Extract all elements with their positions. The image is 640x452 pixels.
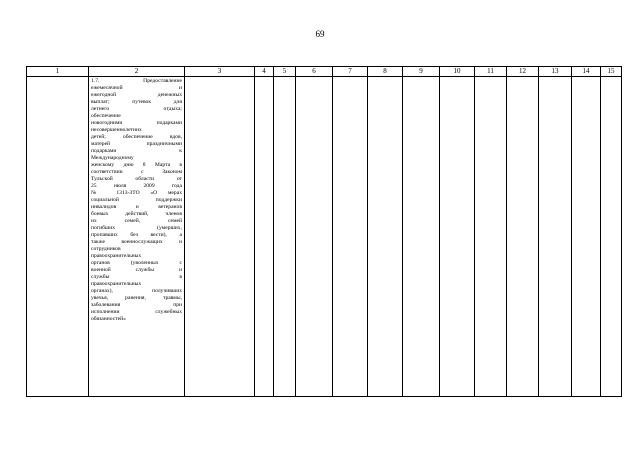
description-line: соответствии с Законом [91, 169, 182, 175]
column-header-8: 8 [368, 67, 403, 77]
description-line: заболевания при [91, 302, 182, 308]
description-line: женскому дню 8 Марта в [91, 162, 182, 168]
description-line: № 1313-ЗТО «О мерах [91, 190, 182, 196]
column-header-11: 11 [475, 67, 507, 77]
column-header-1: 1 [27, 67, 89, 77]
column-header-15: 15 [601, 67, 622, 77]
description-line: несовершеннолетних [91, 127, 142, 133]
description-line: ежемесячной и [91, 85, 182, 91]
description-line: их семей, семей [91, 218, 182, 224]
cell-col-5 [274, 77, 296, 397]
description-line: боевых действий, членов [91, 211, 182, 217]
description-line: 25 июля 2009 года [91, 183, 182, 189]
column-number-row [27, 67, 622, 77]
description-line: исполнении служебных [91, 309, 182, 315]
description-line: органов (уволенных с [91, 260, 182, 266]
cell-col-8 [368, 77, 403, 397]
description-line: правоохранительных [91, 281, 142, 287]
description-line: выплат; путевок для [91, 99, 182, 105]
description-line: социальной поддержки [91, 197, 182, 203]
description-line: службы в [91, 274, 182, 280]
cell-col-6 [296, 77, 333, 397]
description-line: новогодними подарками [91, 120, 182, 126]
column-header-3: 3 [185, 67, 255, 77]
cell-col-10 [440, 77, 475, 397]
table-row [27, 77, 622, 397]
description-line: подарками к [91, 148, 182, 154]
description-line: пропавших без вести), а [91, 232, 182, 238]
description-line: также военнослужащих и [91, 239, 182, 245]
column-header-9: 9 [403, 67, 440, 77]
cell-col-13 [539, 77, 572, 397]
description-line: ежегодной денежных [91, 92, 182, 98]
cell-col-3 [185, 77, 255, 397]
cell-col-7 [333, 77, 368, 397]
cell-col-12 [507, 77, 539, 397]
cell-description [89, 77, 185, 397]
column-header-5: 5 [274, 67, 296, 77]
description-line: летнего отдыха; [91, 106, 182, 112]
description-line: обеспечение [91, 113, 121, 119]
description-line: военной службы и [91, 267, 182, 273]
description-line: погибших (умерших, [91, 225, 182, 231]
column-header-13: 13 [539, 67, 572, 77]
column-header-6: 6 [296, 67, 333, 77]
description-line: детей; обеспечение вдов, [91, 134, 182, 140]
description-line: 1.7. Предоставление [91, 78, 182, 84]
cell-col-4 [255, 77, 274, 397]
column-header-12: 12 [507, 67, 539, 77]
description-line: инвалидов и ветеранов [91, 204, 182, 210]
report-table [26, 66, 622, 397]
description-line: Тульской области от [91, 176, 182, 182]
cell-col-11 [475, 77, 507, 397]
cell-col-15 [601, 77, 622, 397]
cell-col-1 [27, 77, 89, 397]
column-header-10: 10 [440, 67, 475, 77]
description-line: сотрудников [91, 246, 121, 252]
description-line: обязанностей» [91, 316, 126, 322]
description-line: матерей праздничными [91, 141, 182, 147]
column-header-14: 14 [572, 67, 601, 77]
column-header-2: 2 [89, 67, 185, 77]
column-header-4: 4 [255, 67, 274, 77]
description-line: органах), получивших [91, 288, 182, 294]
column-header-7: 7 [333, 67, 368, 77]
cell-col-14 [572, 77, 601, 397]
description-line: Международному [91, 155, 134, 161]
description-line: увечья, ранения, травмы, [91, 295, 182, 301]
description-line: правоохранительных [91, 253, 142, 259]
cell-col-9 [403, 77, 440, 397]
page-number: 69 [315, 29, 325, 39]
